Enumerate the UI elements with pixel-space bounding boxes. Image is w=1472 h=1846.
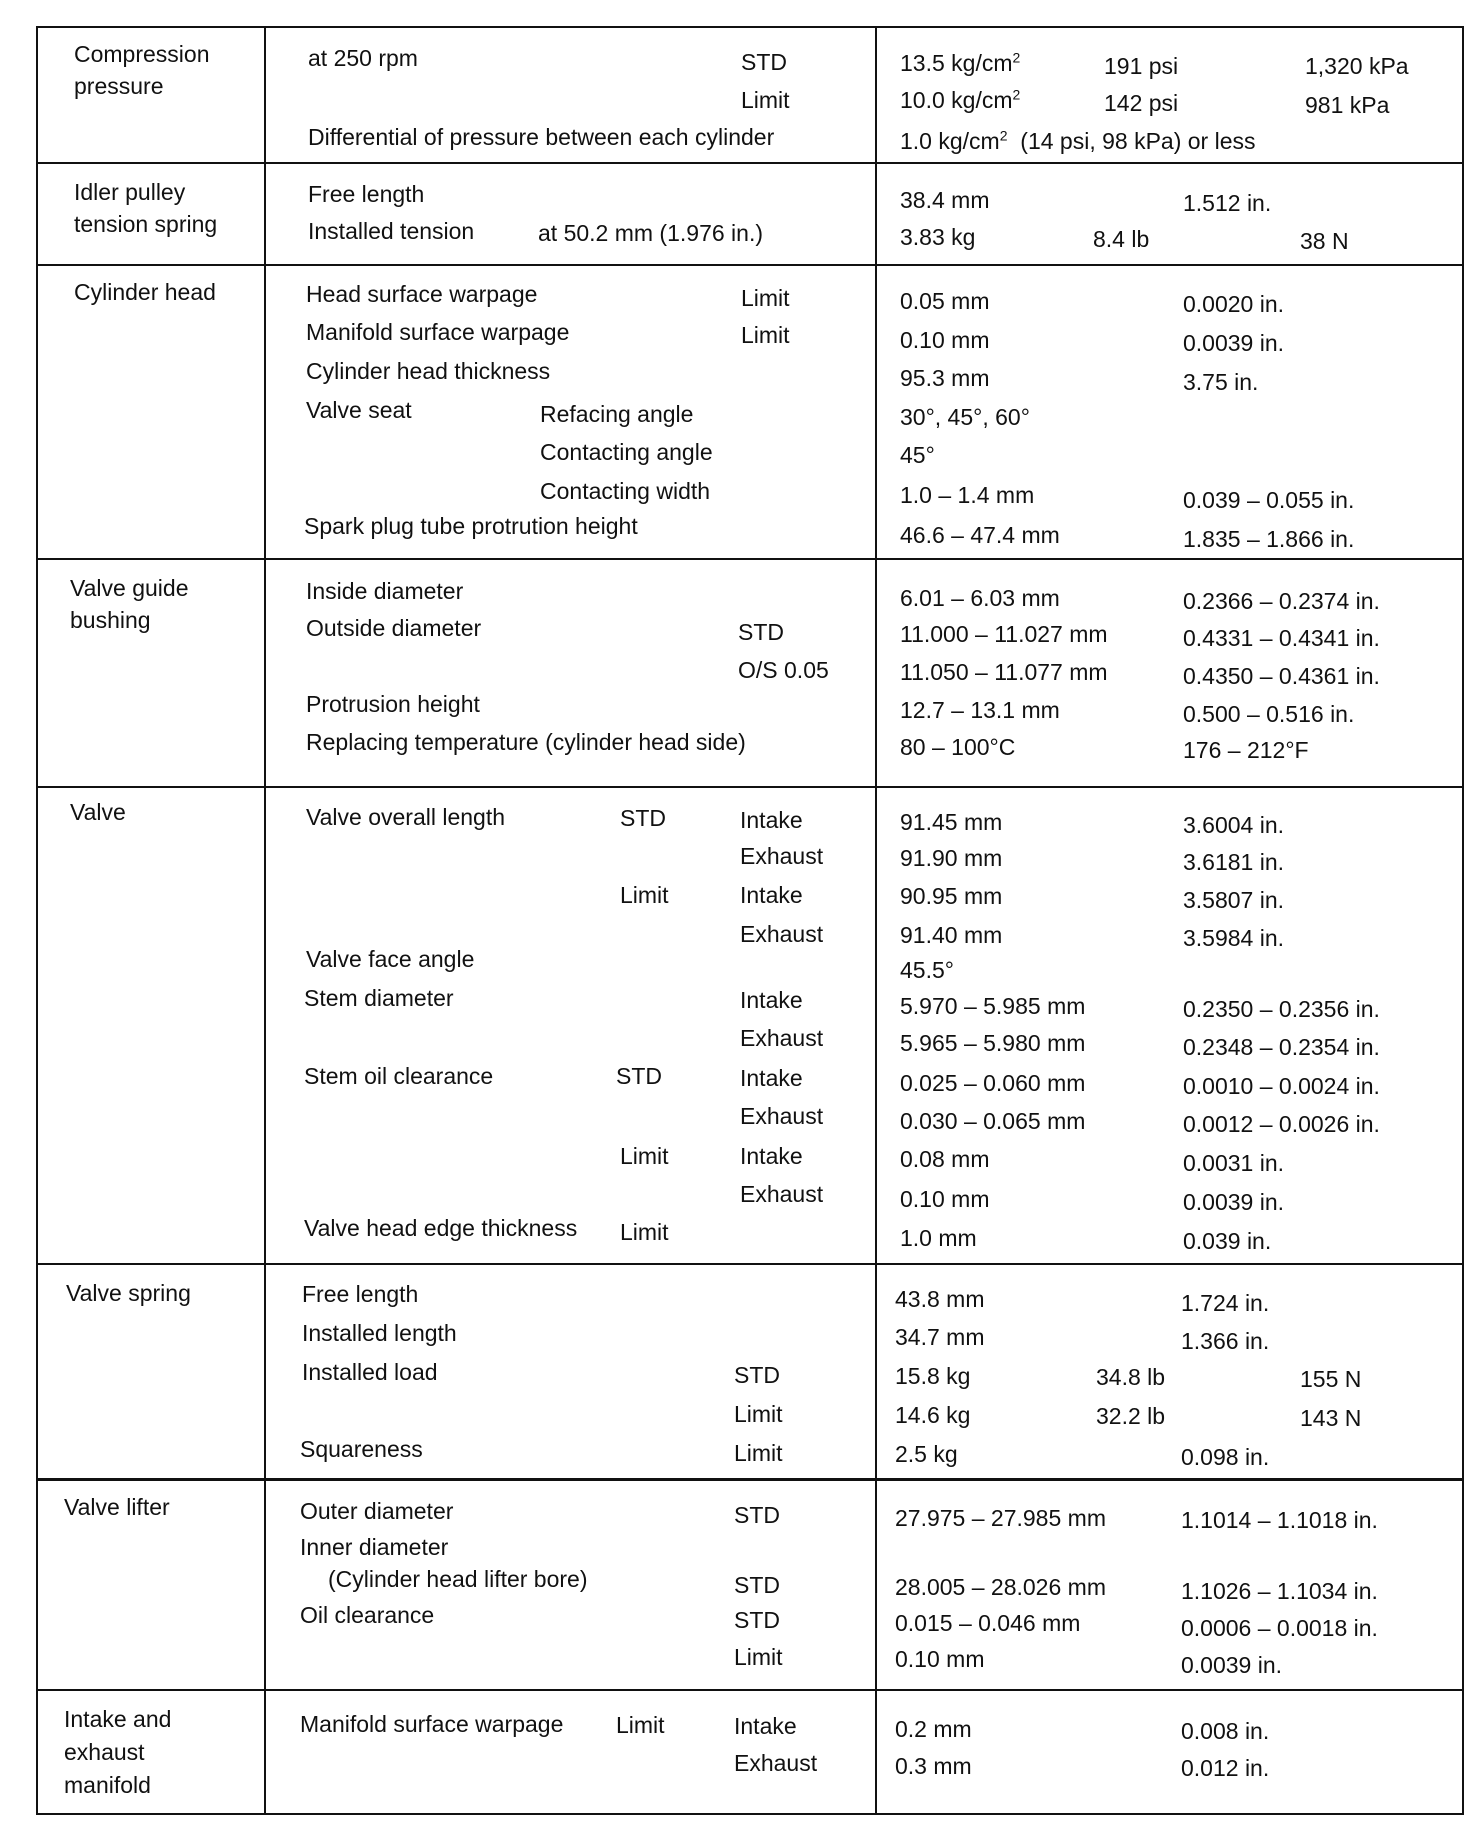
side-label: Exhaust: [740, 921, 824, 947]
value-imperial: 32.2 lb: [1096, 1403, 1166, 1429]
value-metric: 38.4 mm: [900, 187, 990, 213]
parameter-label: Installed load: [302, 1359, 438, 1385]
column-divider: [264, 788, 266, 1263]
parameter-label: Free length: [308, 181, 425, 207]
value-metric: 91.90 mm: [900, 845, 1003, 871]
parameter-label: Inside diameter: [306, 578, 464, 604]
parameter-label: Manifold surface warpage: [306, 319, 570, 345]
parameter-label: Cylinder head thickness: [306, 358, 551, 384]
value-metric: 1.0 $kg/cm^2$ (14 psi, 98 kPa) or less: [900, 127, 1256, 154]
side-label: Intake: [740, 1143, 803, 1169]
column-divider: [264, 1691, 266, 1813]
value-metric: 80 – 100°C: [900, 734, 1016, 760]
side-label: Exhaust: [740, 1181, 824, 1207]
value-imperial: 0.0012 – 0.0026 in.: [1183, 1111, 1380, 1137]
condition-label: STD: [616, 1063, 662, 1089]
column-divider: [875, 560, 877, 786]
condition-label: Limit: [741, 87, 790, 113]
value-si: 143 N: [1300, 1405, 1362, 1431]
row-valve-lifter: [36, 1481, 1464, 1691]
category-label: Valve lifter: [64, 1494, 170, 1520]
row-valve-guide-bushing: [36, 560, 1464, 788]
value-metric: 95.3 mm: [900, 365, 990, 391]
value-imperial: 0.0039 in.: [1181, 1652, 1283, 1678]
category-label: Intake and: [64, 1706, 172, 1732]
value-metric: 12.7 – 13.1 mm: [900, 697, 1060, 723]
row-valve-spring: [36, 1265, 1464, 1481]
value-imperial: 0.098 in.: [1181, 1444, 1270, 1470]
value-si: 38 N: [1300, 228, 1349, 254]
condition-label: STD: [734, 1362, 780, 1388]
parameter-label: (Cylinder head lifter bore): [328, 1566, 588, 1592]
value-metric: 0.10 mm: [900, 327, 990, 353]
value-metric: 0.05 mm: [900, 288, 990, 314]
value-metric: 15.8 kg: [895, 1363, 971, 1389]
condition-label: Limit: [734, 1644, 783, 1670]
parameter-label: Manifold surface warpage: [300, 1711, 564, 1737]
condition-label: Limit: [620, 882, 669, 908]
value-metric: 5.965 – 5.980 mm: [900, 1030, 1086, 1056]
value-metric: 0.3 mm: [895, 1753, 972, 1779]
value-metric: 46.6 – 47.4 mm: [900, 522, 1060, 548]
value-imperial: 0.2350 – 0.2356 in.: [1183, 996, 1380, 1022]
condition-label: STD: [734, 1607, 780, 1633]
value-metric: 0.10 mm: [900, 1186, 990, 1212]
value-imperial: 34.8 lb: [1096, 1364, 1166, 1390]
row-compression-pressure: [36, 26, 1464, 164]
column-divider: [264, 266, 266, 558]
side-label: Exhaust: [740, 843, 824, 869]
value-imperial: 0.2366 – 0.2374 in.: [1183, 588, 1380, 614]
value-imperial: 191 psi: [1104, 53, 1179, 79]
condition-label: Limit: [734, 1440, 783, 1466]
parameter-label: Installed length: [302, 1320, 457, 1346]
value-metric: 0.025 – 0.060 mm: [900, 1070, 1086, 1096]
side-label: Intake: [740, 882, 803, 908]
condition-label: STD: [741, 49, 787, 75]
column-divider: [875, 1691, 877, 1813]
condition-label: STD: [734, 1502, 780, 1528]
value-metric: 90.95 mm: [900, 883, 1003, 909]
sub-parameter-label: Contacting angle: [540, 439, 713, 465]
side-label: Intake: [740, 987, 803, 1013]
condition-label: Limit: [734, 1401, 783, 1427]
value-imperial: 142 psi: [1104, 90, 1179, 116]
value-imperial: 0.012 in.: [1181, 1755, 1270, 1781]
side-label: Intake: [740, 807, 803, 833]
value-imperial: 0.008 in.: [1181, 1718, 1270, 1744]
value-imperial: 3.5807 in.: [1183, 887, 1285, 913]
value-imperial: 176 – 212°F: [1183, 737, 1309, 763]
column-divider: [264, 162, 266, 264]
value-metric: 6.01 – 6.03 mm: [900, 585, 1060, 611]
value-metric: 0.030 – 0.065 mm: [900, 1108, 1086, 1134]
value-imperial: 1.512 in.: [1183, 190, 1272, 216]
parameter-label: Differential of pressure between each cylinder: [308, 124, 775, 150]
row-valve: [36, 788, 1464, 1265]
value-imperial: 0.0039 in.: [1183, 330, 1285, 356]
value-metric: 91.40 mm: [900, 922, 1003, 948]
parameter-label: Valve face angle: [306, 946, 475, 972]
category-label: exhaust: [64, 1739, 145, 1765]
parameter-label: Protrusion height: [306, 691, 480, 717]
category-label: manifold: [64, 1772, 151, 1798]
condition-label: STD: [620, 805, 666, 831]
value-imperial: 1.1026 – 1.1034 in.: [1181, 1578, 1378, 1604]
value-imperial: 0.0006 – 0.0018 in.: [1181, 1615, 1378, 1641]
condition-label: Limit: [620, 1143, 669, 1169]
value-si: 981 kPa: [1305, 92, 1390, 118]
value-metric: 0.08 mm: [900, 1146, 990, 1172]
condition-label: STD: [738, 619, 784, 645]
value-metric: 14.6 kg: [895, 1402, 971, 1428]
value-imperial: 0.0010 – 0.0024 in.: [1183, 1073, 1380, 1099]
value-imperial: 1.1014 – 1.1018 in.: [1181, 1507, 1378, 1533]
value-metric: 30°, 45°, 60°: [900, 404, 1030, 430]
category-label: tension spring: [74, 211, 218, 237]
parameter-label: Valve head edge thickness: [304, 1215, 578, 1241]
value-imperial: 0.500 – 0.516 in.: [1183, 701, 1355, 727]
value-metric: 3.83 kg: [900, 224, 976, 250]
side-label: Exhaust: [734, 1750, 818, 1776]
column-divider: [875, 1481, 877, 1689]
parameter-label: Stem oil clearance: [304, 1063, 494, 1089]
value-imperial: 3.5984 in.: [1183, 925, 1285, 951]
value-imperial: 3.6181 in.: [1183, 849, 1285, 875]
category-label: bushing: [70, 607, 151, 633]
value-imperial: 0.0020 in.: [1183, 291, 1285, 317]
value-metric: 45.5°: [900, 957, 954, 983]
value-metric: 13.5 $kg/cm^2$: [900, 49, 1021, 76]
condition-label: Limit: [616, 1712, 665, 1738]
value-imperial: 3.6004 in.: [1183, 812, 1285, 838]
value-imperial: 0.0039 in.: [1183, 1189, 1285, 1215]
column-divider: [875, 162, 877, 264]
category-label: Compression: [74, 41, 210, 67]
value-metric: 11.050 – 11.077 mm: [900, 659, 1108, 685]
column-divider: [875, 1265, 877, 1478]
value-metric: 91.45 mm: [900, 809, 1003, 835]
condition-label: Limit: [741, 322, 790, 348]
category-label: Valve: [70, 799, 126, 825]
parameter-label: Outer diameter: [300, 1498, 454, 1524]
value-metric: 10.0 $kg/cm^2$: [900, 86, 1021, 113]
value-metric: 43.8 mm: [895, 1286, 985, 1312]
category-label: Cylinder head: [74, 279, 216, 305]
row-intake-exhaust-manifold: [36, 1691, 1464, 1815]
value-metric: 27.975 – 27.985 mm: [895, 1505, 1106, 1531]
sub-parameter-label: Contacting width: [540, 478, 711, 504]
value-imperial: 1.835 – 1.866 in.: [1183, 526, 1355, 552]
parameter-label: Squareness: [300, 1436, 423, 1462]
column-divider: [264, 560, 266, 786]
value-si: 1,320 kPa: [1305, 53, 1409, 79]
value-imperial: 1.366 in.: [1181, 1328, 1270, 1354]
column-divider: [875, 28, 877, 162]
value-imperial: 0.4350 – 0.4361 in.: [1183, 663, 1380, 689]
parameter-label: Outside diameter: [306, 615, 482, 641]
column-divider: [264, 28, 266, 162]
value-imperial: 3.75 in.: [1183, 369, 1259, 395]
column-divider: [264, 1265, 266, 1478]
condition-label: Limit: [741, 285, 790, 311]
value-imperial: 0.039 in.: [1183, 1228, 1272, 1254]
value-imperial: 0.0031 in.: [1183, 1150, 1285, 1176]
value-imperial: 0.039 – 0.055 in.: [1183, 487, 1355, 513]
parameter-label: Free length: [302, 1281, 419, 1307]
parameter-label: Inner diameter: [300, 1534, 449, 1560]
parameter-label: Stem diameter: [304, 985, 454, 1011]
condition-label: STD: [734, 1572, 780, 1598]
parameter-label: Valve seat: [306, 397, 412, 423]
sub-parameter-label: Refacing angle: [540, 401, 694, 427]
parameter-label: Oil clearance: [300, 1602, 435, 1628]
value-metric: 5.970 – 5.985 mm: [900, 993, 1086, 1019]
side-label: Exhaust: [740, 1025, 824, 1051]
value-imperial: 0.4331 – 0.4341 in.: [1183, 625, 1380, 651]
parameter-label: Valve overall length: [306, 804, 506, 830]
category-label: Valve spring: [66, 1280, 191, 1306]
condition-label: Limit: [620, 1219, 669, 1245]
category-label: Valve guide: [70, 575, 189, 601]
value-metric: 1.0 – 1.4 mm: [900, 482, 1035, 508]
parameter-label: Replacing temperature (cylinder head side): [306, 729, 746, 755]
category-label: pressure: [74, 73, 164, 99]
condition-label: O/S 0.05: [738, 657, 829, 683]
parameter-label: Installed tension: [308, 218, 475, 244]
condition-label: at 50.2 mm (1.976 in.): [538, 220, 763, 246]
value-metric: 0.015 – 0.046 mm: [895, 1610, 1081, 1636]
value-metric: 1.0 mm: [900, 1225, 977, 1251]
side-label: Exhaust: [740, 1103, 824, 1129]
value-si: 155 N: [1300, 1366, 1362, 1392]
category-label: Idler pulley: [74, 179, 186, 205]
value-metric: 28.005 – 28.026 mm: [895, 1574, 1106, 1600]
side-label: Intake: [740, 1065, 803, 1091]
row-cylinder-head: [36, 266, 1464, 560]
value-metric: 2.5 kg: [895, 1441, 958, 1467]
value-metric: 0.2 mm: [895, 1716, 972, 1742]
parameter-label: at 250 rpm: [308, 45, 418, 71]
value-imperial: 8.4 lb: [1093, 226, 1150, 252]
row-idler-pulley-tension-spring: [36, 162, 1464, 266]
value-metric: 34.7 mm: [895, 1324, 985, 1350]
value-metric: 11.000 – 11.027 mm: [900, 621, 1108, 647]
column-divider: [264, 1481, 266, 1689]
column-divider: [875, 266, 877, 558]
value-metric: 45°: [900, 442, 935, 468]
parameter-label: Head surface warpage: [306, 281, 538, 307]
parameter-label: Spark plug tube protrution height: [304, 513, 638, 539]
side-label: Intake: [734, 1713, 797, 1739]
column-divider: [875, 788, 877, 1263]
value-imperial: 0.2348 – 0.2354 in.: [1183, 1034, 1380, 1060]
value-metric: 0.10 mm: [895, 1646, 985, 1672]
value-imperial: 1.724 in.: [1181, 1290, 1270, 1316]
